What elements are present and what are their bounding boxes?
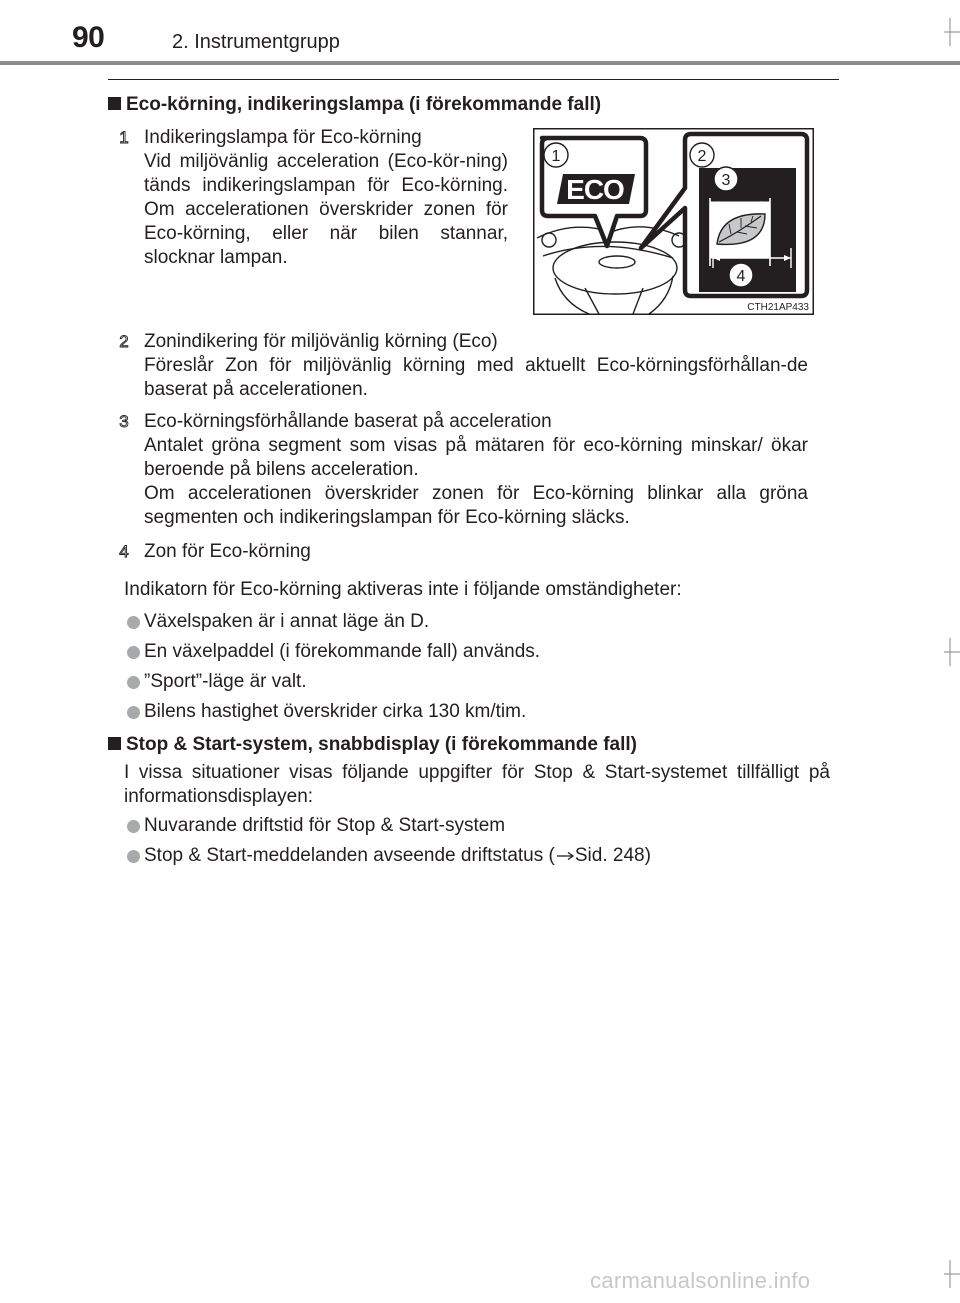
bullet-icon bbox=[127, 616, 140, 629]
bullet-icon bbox=[127, 850, 140, 863]
stop-start-section-heading: Stop & Start-system, snabbdisplay (i förekommande fall) bbox=[108, 733, 848, 757]
item-3-body: Antalet gröna segment som visas på mätaren för eco-körning minskar/ ökar beroende på bilens acceleration. bbox=[144, 435, 808, 480]
svg-text:4: 4 bbox=[119, 542, 129, 561]
item-2-body: Föreslår Zon för miljövänlig körning med aktuellt Eco-körningsförhållan-de baserat på accelerationen. bbox=[144, 355, 808, 400]
eco-condition-item: En växelpaddel (i förekommande fall) används. bbox=[144, 641, 541, 662]
item-2-title: Zonindikering för miljövänlig körning (Eco) bbox=[144, 331, 498, 352]
svg-text:CTH21AP433: CTH21AP433 bbox=[747, 302, 809, 313]
watermark: carmanualsonline.info bbox=[590, 1268, 811, 1293]
bullet-icon bbox=[127, 820, 140, 833]
item-number-1-icon bbox=[114, 127, 134, 147]
bullet-icon bbox=[127, 676, 140, 689]
stop-start-item: Nuvarande driftstid för Stop & Start-system bbox=[144, 815, 506, 836]
item-1-body: Vid miljövänlig acceleration (Eco-kör-ning) tänds indikeringslampan för Eco-körning. Om accelerationen överskrider zonen för Eco-körning, eller när bilen stannar, slocknar lampan. bbox=[144, 151, 508, 268]
eco-conditions-intro: Indikatorn för Eco-körning aktiveras inte i följande omständigheter: bbox=[124, 579, 682, 600]
eco-condition-item: ”Sport”-läge är valt. bbox=[144, 671, 307, 692]
svg-text:3: 3 bbox=[119, 412, 129, 431]
svg-text:2: 2 bbox=[697, 148, 707, 165]
section-square-icon bbox=[108, 97, 121, 110]
svg-text:2: 2 bbox=[119, 332, 129, 351]
item-1-title: Indikeringslampa för Eco-körning bbox=[144, 127, 422, 148]
svg-text:1: 1 bbox=[119, 128, 129, 147]
bullet-icon bbox=[127, 646, 140, 659]
eco-condition-item: Bilens hastighet överskrider cirka 130 km/tim. bbox=[144, 701, 527, 722]
item-4-title: Zon för Eco-körning bbox=[144, 541, 311, 562]
svg-text:3: 3 bbox=[721, 172, 731, 189]
section-square-icon bbox=[108, 737, 121, 750]
crop-mark-top-right bbox=[940, 18, 960, 46]
crop-mark-bottom-right bbox=[940, 1260, 960, 1288]
chapter-title: 2. Instrumentgrupp bbox=[172, 31, 340, 53]
item-number-2-icon bbox=[114, 331, 134, 351]
page-number: 90 bbox=[72, 21, 105, 54]
item-3-title: Eco-körningsförhållande baserat på acceleration bbox=[144, 411, 552, 432]
arrow-right-icon bbox=[555, 849, 575, 861]
svg-text:1: 1 bbox=[551, 148, 561, 165]
item-number-4-icon bbox=[114, 541, 134, 561]
item-3-body-2: Om accelerationen överskrider zonen för Eco-körning blinkar alla gröna segmenten och indikeringslampan för Eco-körning släcks. bbox=[144, 483, 808, 528]
eco-condition-item: Växelspaken är i annat läge än D. bbox=[144, 611, 430, 632]
eco-section-heading: Eco-körning, indikeringslampa (i förekommande fall) bbox=[108, 93, 848, 117]
page-reference-link[interactable]: Sid. 248) bbox=[574, 845, 651, 866]
content-top-divider bbox=[108, 79, 839, 80]
item-number-3-icon bbox=[114, 411, 134, 431]
svg-text:ECO: ECO bbox=[566, 174, 624, 205]
eco-indicator-illustration bbox=[533, 128, 814, 315]
stop-start-item: Stop & Start-meddelanden avseende driftstatus ( Sid. 248) bbox=[144, 845, 651, 866]
stop-start-intro: I vissa situationer visas följande uppgifter för Stop & Start-systemet tillfälligt på informationsdisplayen: bbox=[124, 762, 830, 807]
header-divider bbox=[0, 61, 960, 65]
crop-mark-middle-right bbox=[940, 638, 960, 666]
bullet-icon bbox=[127, 706, 140, 719]
svg-text:4: 4 bbox=[736, 268, 746, 285]
